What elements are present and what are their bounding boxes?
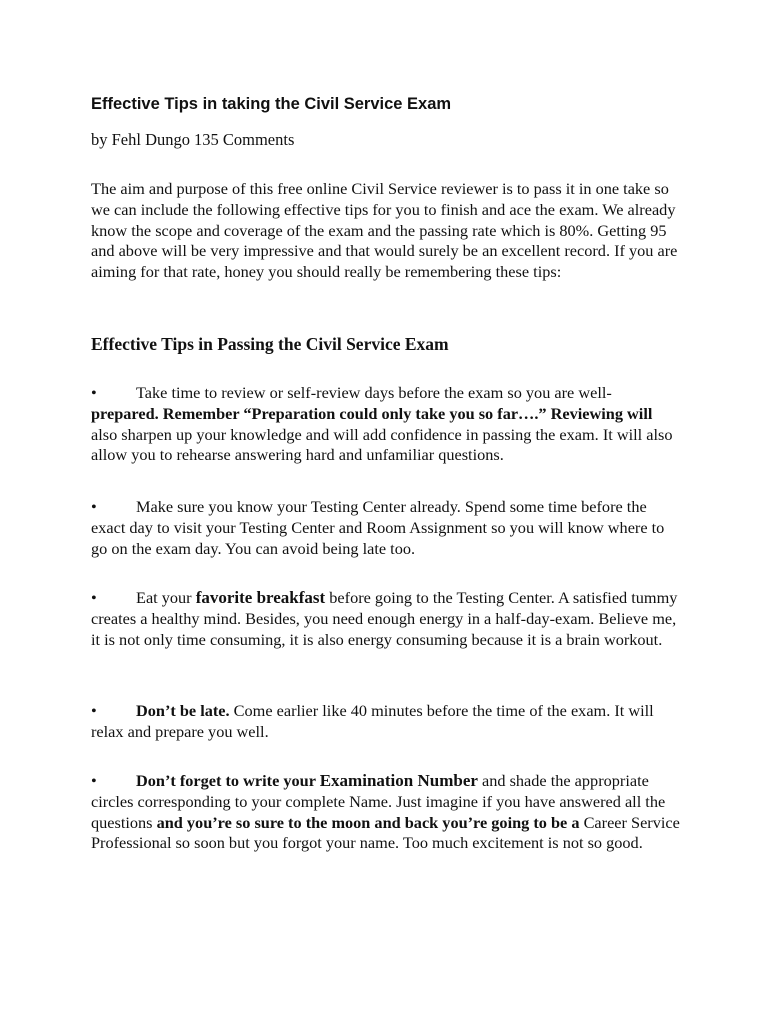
- tip-emphasis: Don’t be late.: [136, 701, 230, 720]
- tip-item-3: [91, 588, 681, 650]
- bullet: •: [91, 588, 97, 607]
- tip-item-1: [91, 383, 681, 466]
- byline: [91, 130, 298, 150]
- bullet: •: [91, 771, 97, 790]
- tip-text: before going to the Testing Center. A satisfied tummy creates a healthy mind. Besides, you need enough energy in a half-day-exam. Believe me, it is not only time consuming, it is also energy consuming because it is a brain workout.: [91, 588, 678, 649]
- tip-item-2: [91, 497, 681, 559]
- comments-link[interactable]: 135 Comments: [194, 130, 295, 149]
- tip-text: Career Service Professional so soon but you forgot your name. Too much excitement is not so good.: [91, 812, 680, 853]
- tip-text: Eat your: [136, 588, 196, 607]
- tip-emphasis: and you’re so sure to the moon and back you’re going to be a: [152, 812, 580, 832]
- tip-emphasis: Examination Number: [319, 771, 478, 790]
- tip-text: and shade the appropriate circles corresponding to your complete Name. Just imagine if you have answered all the questions: [91, 771, 666, 832]
- tip-item-4: [91, 701, 681, 743]
- tip-emphasis: Don’t forget to write your: [136, 771, 320, 790]
- document-title: Effective Tips in taking the Civil Service Exam: [91, 95, 452, 113]
- tip-text: Come earlier like 40 minutes before the time of the exam. It will relax and prepare you well.: [91, 701, 654, 741]
- tip-text: Take time to review or self-review days before the exam so you are well-: [136, 383, 612, 402]
- bullet: •: [91, 383, 97, 402]
- tip-text: Make sure you know your Testing Center already. Spend some time before the exact day to visit your Testing Center and Room Assignment so you will know where to go on the exam day. You can avoid being late too.: [91, 497, 665, 558]
- tip-text: also sharpen up your knowledge and will add confidence in passing the exam. It will also allow you to rehearse answering hard and unfamiliar questions.: [91, 424, 673, 465]
- intro-paragraph: The aim and purpose of this free online Civil Service reviewer is to pass it in one take so we can include the following effective tips for you to finish and ace the exam. We already know the scope and coverage of the exam and the passing rate which is 80%. Getting 95 and above will be very impressive and that would surely be an excellent record. If you are aiming for that rate, honey you should really be remembering these tips:: [91, 179, 678, 282]
- author-link[interactable]: by Fehl Dungo: [91, 130, 190, 149]
- bullet: •: [91, 497, 97, 516]
- bullet: •: [91, 701, 97, 720]
- section-heading: Effective Tips in Passing the Civil Service Exam: [91, 334, 449, 354]
- tip-item-5: [91, 771, 681, 854]
- tip-emphasis: favorite breakfast: [195, 588, 326, 607]
- tip-emphasis: prepared. Remember “Preparation could only take you so far….” Reviewing will: [91, 403, 653, 423]
